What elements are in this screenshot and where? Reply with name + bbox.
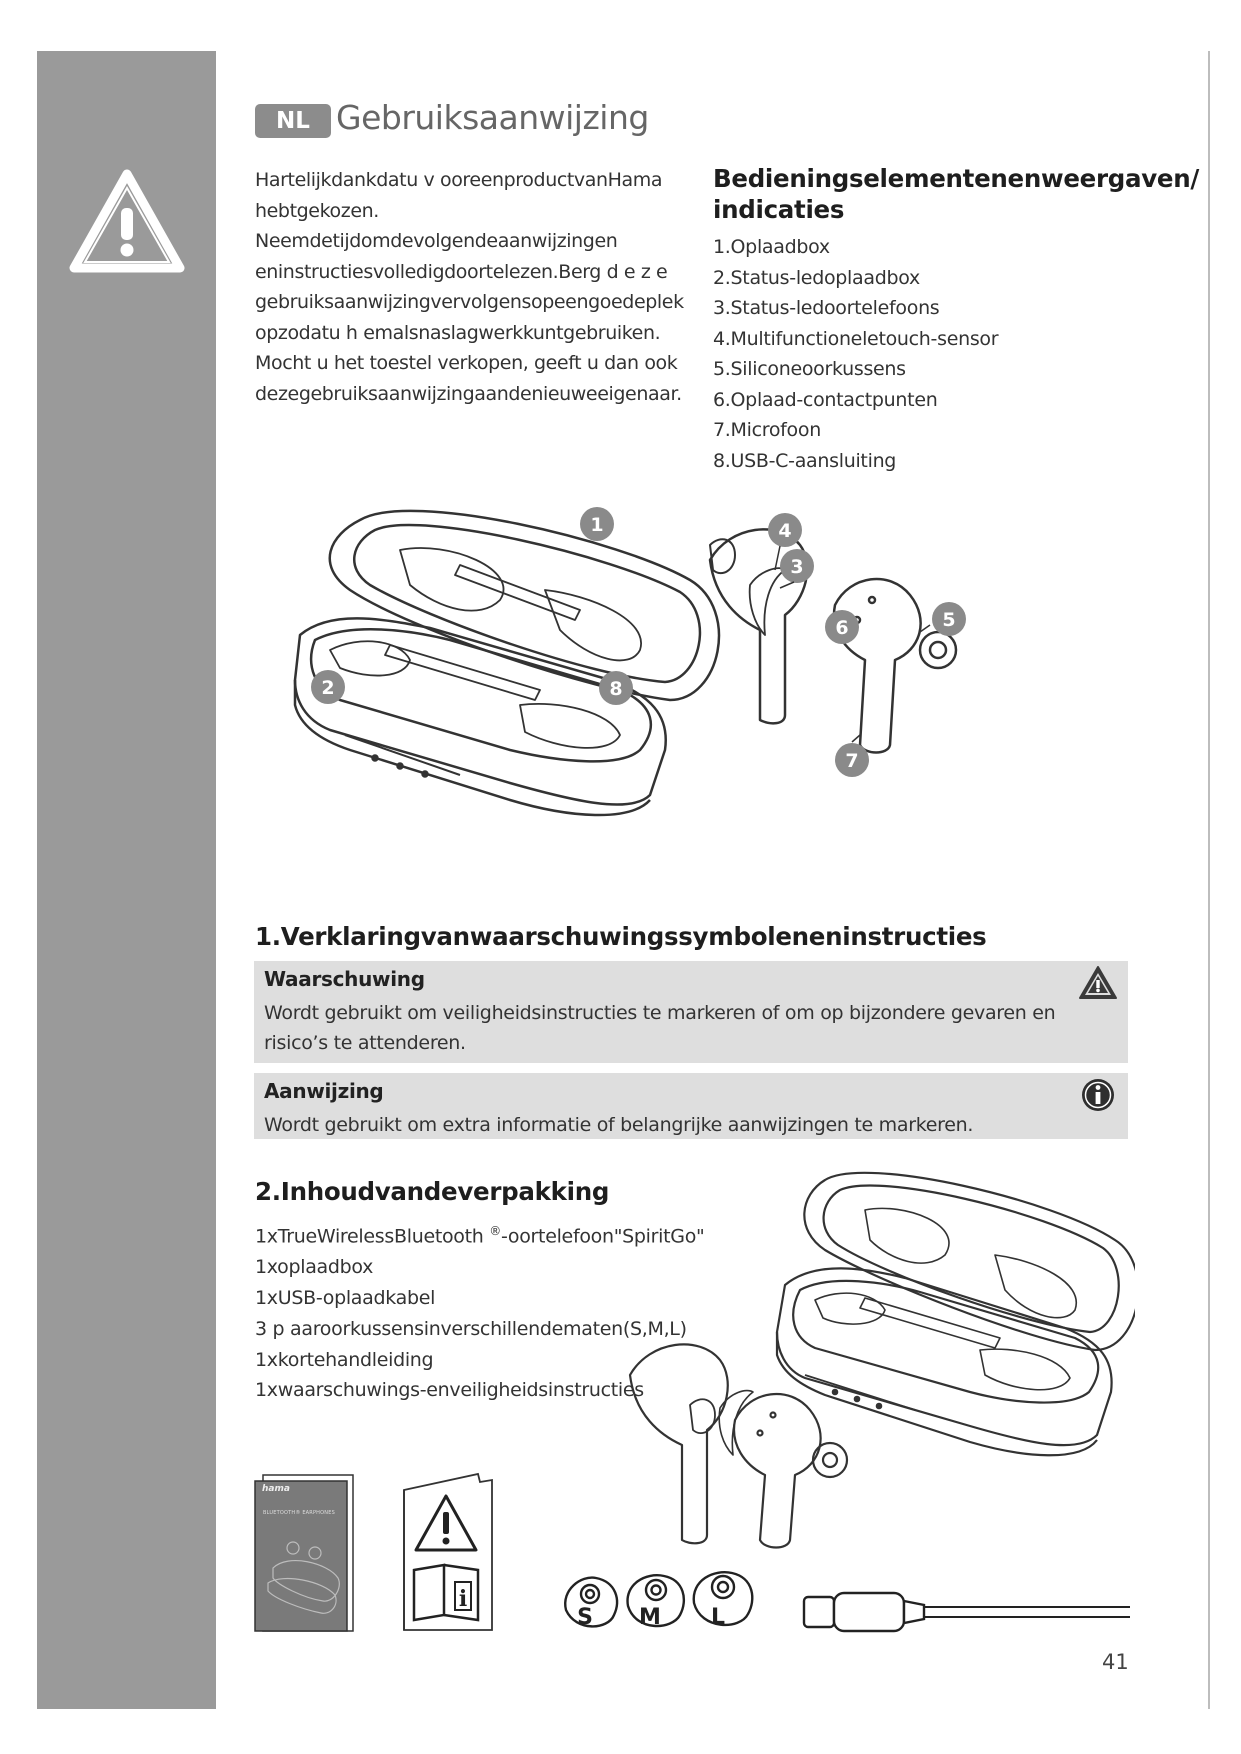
tip-size-s: S <box>577 1605 593 1630</box>
note-text: Wordt gebruikt om extra informatie of belangrijke aanwijzingen te markeren. <box>264 1114 974 1136</box>
warning-notice <box>254 961 1128 1063</box>
contents-item: 1xwaarschuwings-enveiligheidsinstructies <box>255 1379 644 1402</box>
control-item: 8.USB-C-aansluiting <box>713 449 897 472</box>
info-notice <box>254 1073 1128 1139</box>
package-illustration <box>625 1160 1135 1560</box>
intro-line: dezegebruiksaanwijzingaandenieuweeigenaar. <box>255 382 682 405</box>
section2-heading: 2.Inhoudvandeverpakking <box>255 1177 610 1206</box>
control-item: 7.Microfoon <box>713 419 821 441</box>
manual-brand: hama <box>262 1484 290 1494</box>
control-item: 3.Status-ledoortelefoons <box>713 297 940 319</box>
svg-text:i: i <box>458 1586 468 1612</box>
warning-icon <box>68 168 186 276</box>
control-item: 1.Oplaadbox <box>713 236 830 258</box>
intro-line: gebruiksaanwijzingvervolgensopeengoedeplek <box>255 291 684 313</box>
callout-7 <box>835 743 869 777</box>
tip-size-l: L <box>710 1605 726 1630</box>
callout-2 <box>311 670 345 704</box>
svg-text:6: 6 <box>835 617 849 639</box>
section1-heading: 1.Verklaringvanwaarschuwingssymboleneninstructies <box>255 922 987 951</box>
warning-triangle-icon <box>1078 964 1118 1002</box>
svg-text:1: 1 <box>590 514 604 536</box>
case-lid <box>330 511 719 700</box>
control-item: 6.Oplaad-contactpunten <box>713 388 938 411</box>
document-title: Gebruiksaanwijzing <box>336 98 649 137</box>
callout-6 <box>825 610 859 644</box>
earbud-right <box>834 579 921 753</box>
case-base <box>295 618 666 804</box>
language-badge: NL <box>255 104 331 138</box>
controls-heading-line: Bedieningselementenenweergaven/ <box>713 164 1199 193</box>
product-diagram <box>290 500 1080 880</box>
svg-text:4: 4 <box>778 520 792 542</box>
svg-text:5: 5 <box>942 609 956 631</box>
contents-item: 1xUSB-oplaadkabel <box>255 1286 436 1309</box>
callout-1 <box>580 507 614 541</box>
safety-leaflet-image <box>400 1470 496 1634</box>
contents-item: 1xkortehandleiding <box>255 1348 434 1371</box>
svg-text:2: 2 <box>321 677 335 699</box>
manual-image <box>253 1473 357 1633</box>
callout-3 <box>780 549 814 583</box>
intro-line: opzodatu h emalsnaslagwerkkuntgebruiken. <box>255 321 661 344</box>
page-number: 41 <box>1102 1650 1129 1674</box>
warning-text: Wordt gebruikt om veiligheidsinstructies te markeren of om op bijzondere gevaren en risico’s te attenderen. <box>264 1002 1056 1054</box>
callout-4 <box>768 513 802 547</box>
controls-heading-line: indicaties <box>713 195 845 224</box>
svg-text:8: 8 <box>609 678 623 700</box>
warning-title: Waarschuwing <box>264 967 425 991</box>
callout-8 <box>599 671 633 705</box>
controls-list <box>713 232 998 476</box>
callout-5 <box>932 602 966 636</box>
tip-size-m: M <box>639 1605 661 1630</box>
svg-text:3: 3 <box>790 556 804 578</box>
intro-text <box>255 165 684 409</box>
contents-item: 1xoplaadbox <box>255 1256 374 1279</box>
controls-heading <box>713 163 1199 225</box>
control-item: 4.Multifunctioneletouch-sensor <box>713 327 999 350</box>
info-circle-icon <box>1078 1076 1118 1114</box>
sidebar <box>37 51 216 1709</box>
intro-line: Neemdetijdomdevolgendeaanwijzingen <box>255 230 618 252</box>
intro-line: eninstructiesvolledigdoortelezen.Berg d e z e <box>255 260 668 283</box>
intro-line: Mocht u het toestel verkopen, geeft u dan ook <box>255 352 678 374</box>
control-item: 5.Siliconeoorkussens <box>713 358 906 380</box>
control-item: 2.Status-ledoplaadbox <box>713 266 920 289</box>
contents-item: 3 p aaroorkussensinverschillendematen(S,M,L) <box>255 1317 687 1340</box>
intro-line: hebtgekozen. <box>255 199 379 222</box>
usb-cable-image <box>802 1587 1132 1637</box>
note-title: Aanwijzing <box>264 1079 384 1103</box>
intro-line: Hartelijkdankdatu v ooreenproductvanHama <box>255 169 663 191</box>
manual-subtitle: BLUETOOTH® EARPHONES <box>263 1510 335 1516</box>
right-margin-rule <box>1208 51 1210 1709</box>
svg-text:7: 7 <box>845 750 859 772</box>
contents-item: 1xTrueWirelessBluetooth ®-oortelefoon"SpiritGo" <box>255 1224 705 1248</box>
